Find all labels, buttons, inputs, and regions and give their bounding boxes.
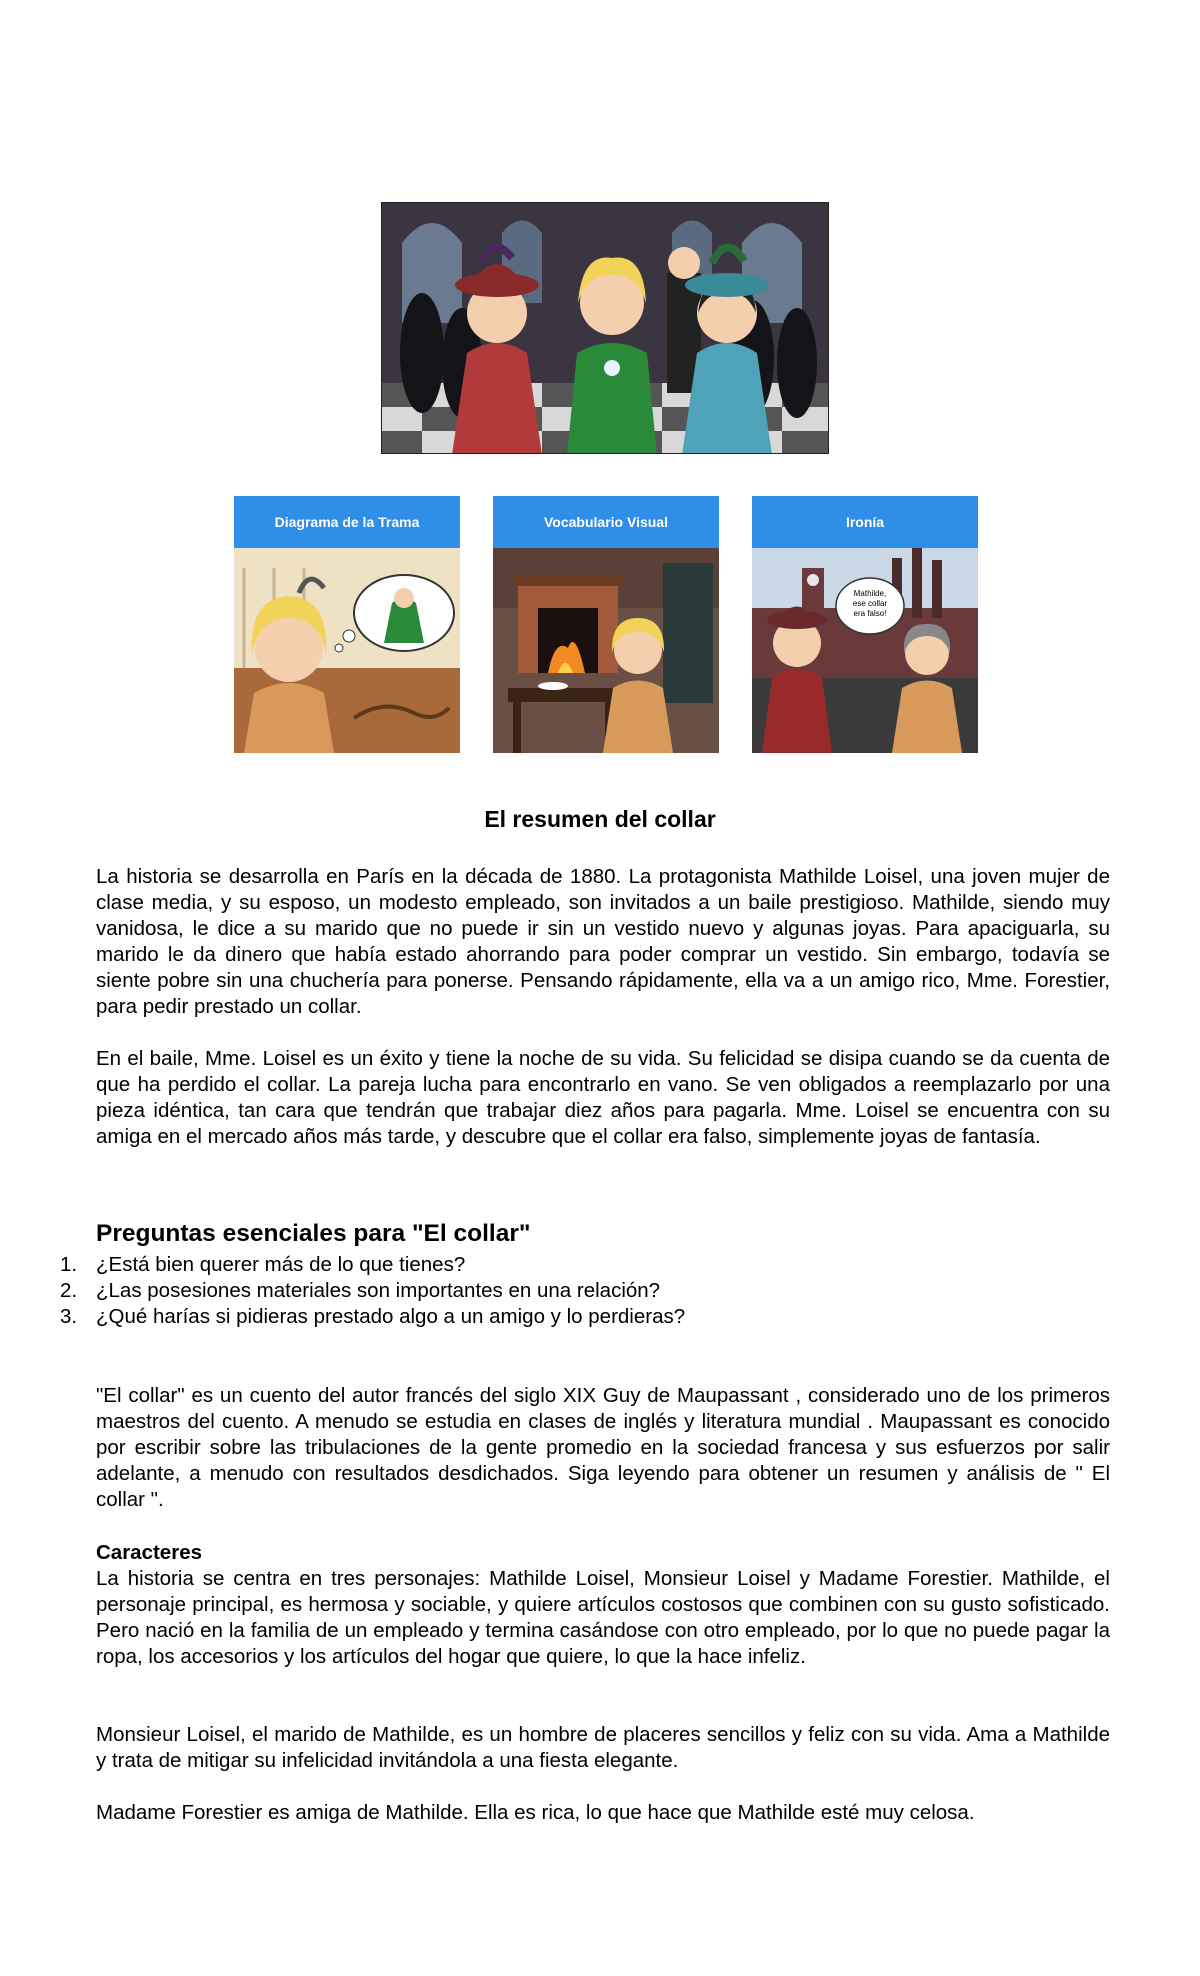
- ballroom-scene-image: [382, 203, 829, 454]
- list-number: 1.: [60, 1253, 78, 1276]
- card-title: Vocabulario Visual: [493, 496, 719, 548]
- list-number: 3.: [60, 1305, 78, 1328]
- questions-list: [0, 1252, 1110, 1330]
- speech-line-2: ese collar: [852, 599, 888, 608]
- list-item: [0, 1304, 1110, 1330]
- question-text: ¿Las posesiones materiales son importantes en una relación?: [96, 1279, 661, 1302]
- speech-line-1: Mathilde,: [853, 589, 887, 598]
- storyboard-cards: [234, 496, 978, 753]
- characters-paragraph-1: La historia se centra en tres personajes: Mathilde Loisel, Monsieur Loisel y Madame Forestier. Mathilde, el personaje principal, es hermosa y sociable, y quiere artículos costosos que combinen con su gusto sofisticado. Pero nació en la familia de un empleado y termina casándose con otro empleado, por lo que no puede pagar la ropa, los accesorios y los artículos del hogar que quiere, lo que la hace infeliz.: [96, 1567, 1110, 1668]
- visual-vocabulary-image: [493, 548, 719, 753]
- card-visual-vocabulary[interactable]: [493, 496, 719, 753]
- irony-image: [752, 548, 978, 753]
- document-title: El resumen del collar: [484, 806, 716, 832]
- list-number: 2.: [60, 1279, 78, 1302]
- card-plot-diagram[interactable]: [234, 496, 460, 753]
- question-text: ¿Está bien querer más de lo que tienes?: [96, 1253, 466, 1276]
- plot-diagram-image: [234, 548, 460, 753]
- questions-heading: Preguntas esenciales para "El collar": [96, 1220, 531, 1247]
- speech-line-3: era falso!: [853, 609, 887, 618]
- list-item: [0, 1278, 1110, 1304]
- question-text: ¿Qué harías si pidieras prestado algo a un amigo y lo perdieras?: [96, 1305, 686, 1328]
- characters-heading: Caracteres: [96, 1541, 202, 1564]
- intro-paragraph: "El collar" es un cuento del autor francés del siglo XIX Guy de Maupassant , considerado uno de los primeros maestros del cuento. A menudo se estudia en clases de inglés y literatura mundial . Maupassant es conocido por escribir sobre las tribulaciones de la gente promedio en la sociedad francesa y sus esfuerzos por salir adelante, a menudo con resultados desdichados. Siga leyendo para obtener un resumen y análisis de " El collar ".: [96, 1384, 1110, 1511]
- card-title: Ironía: [752, 496, 978, 548]
- card-title: Diagrama de la Trama: [234, 496, 460, 548]
- summary-paragraph-1: La historia se desarrolla en París en la década de 1880. La protagonista Mathilde Loisel, una joven mujer de clase media, y su esposo, un modesto empleado, son invitados a un baile prestigioso. Mathilde, siendo muy vanidosa, le dice a su marido que no puede ir sin un vestido nuevo y algunas joyas. Para apaciguarla, su marido le da dinero que había estado ahorrando para poder comprar un vestido. Sin embargo, todavía se siente pobre sin una chuchería para ponerse. Pensando rápidamente, ella va a un amigo rico, Mme. Forestier, para pedir prestado un collar.: [96, 865, 1110, 1018]
- characters-paragraph-3: Madame Forestier es amiga de Mathilde. Ella es rica, lo que hace que Mathilde esté muy celosa.: [96, 1801, 975, 1824]
- list-item: [0, 1252, 1110, 1278]
- card-irony[interactable]: [752, 496, 978, 753]
- hero-illustration: [381, 202, 829, 454]
- summary-paragraph-2: En el baile, Mme. Loisel es un éxito y tiene la noche de su vida. Su felicidad se disipa cuando se da cuenta de que ha perdido el collar. La pareja lucha para encontrarlo en vano. Se ven obligados a reemplazarlo por una pieza idéntica, tan cara que tendrán que trabajar diez años para pagarla. Mme. Loisel se encuentra con su amiga en el mercado años más tarde, y descubre que el collar era falso, simplemente joyas de fantasía.: [96, 1047, 1110, 1148]
- characters-paragraph-2: Monsieur Loisel, el marido de Mathilde, es un hombre de placeres sencillos y feliz con su vida. Ama a Mathilde y trata de mitigar su infelicidad invitándola a una fiesta elegante.: [96, 1723, 1110, 1772]
